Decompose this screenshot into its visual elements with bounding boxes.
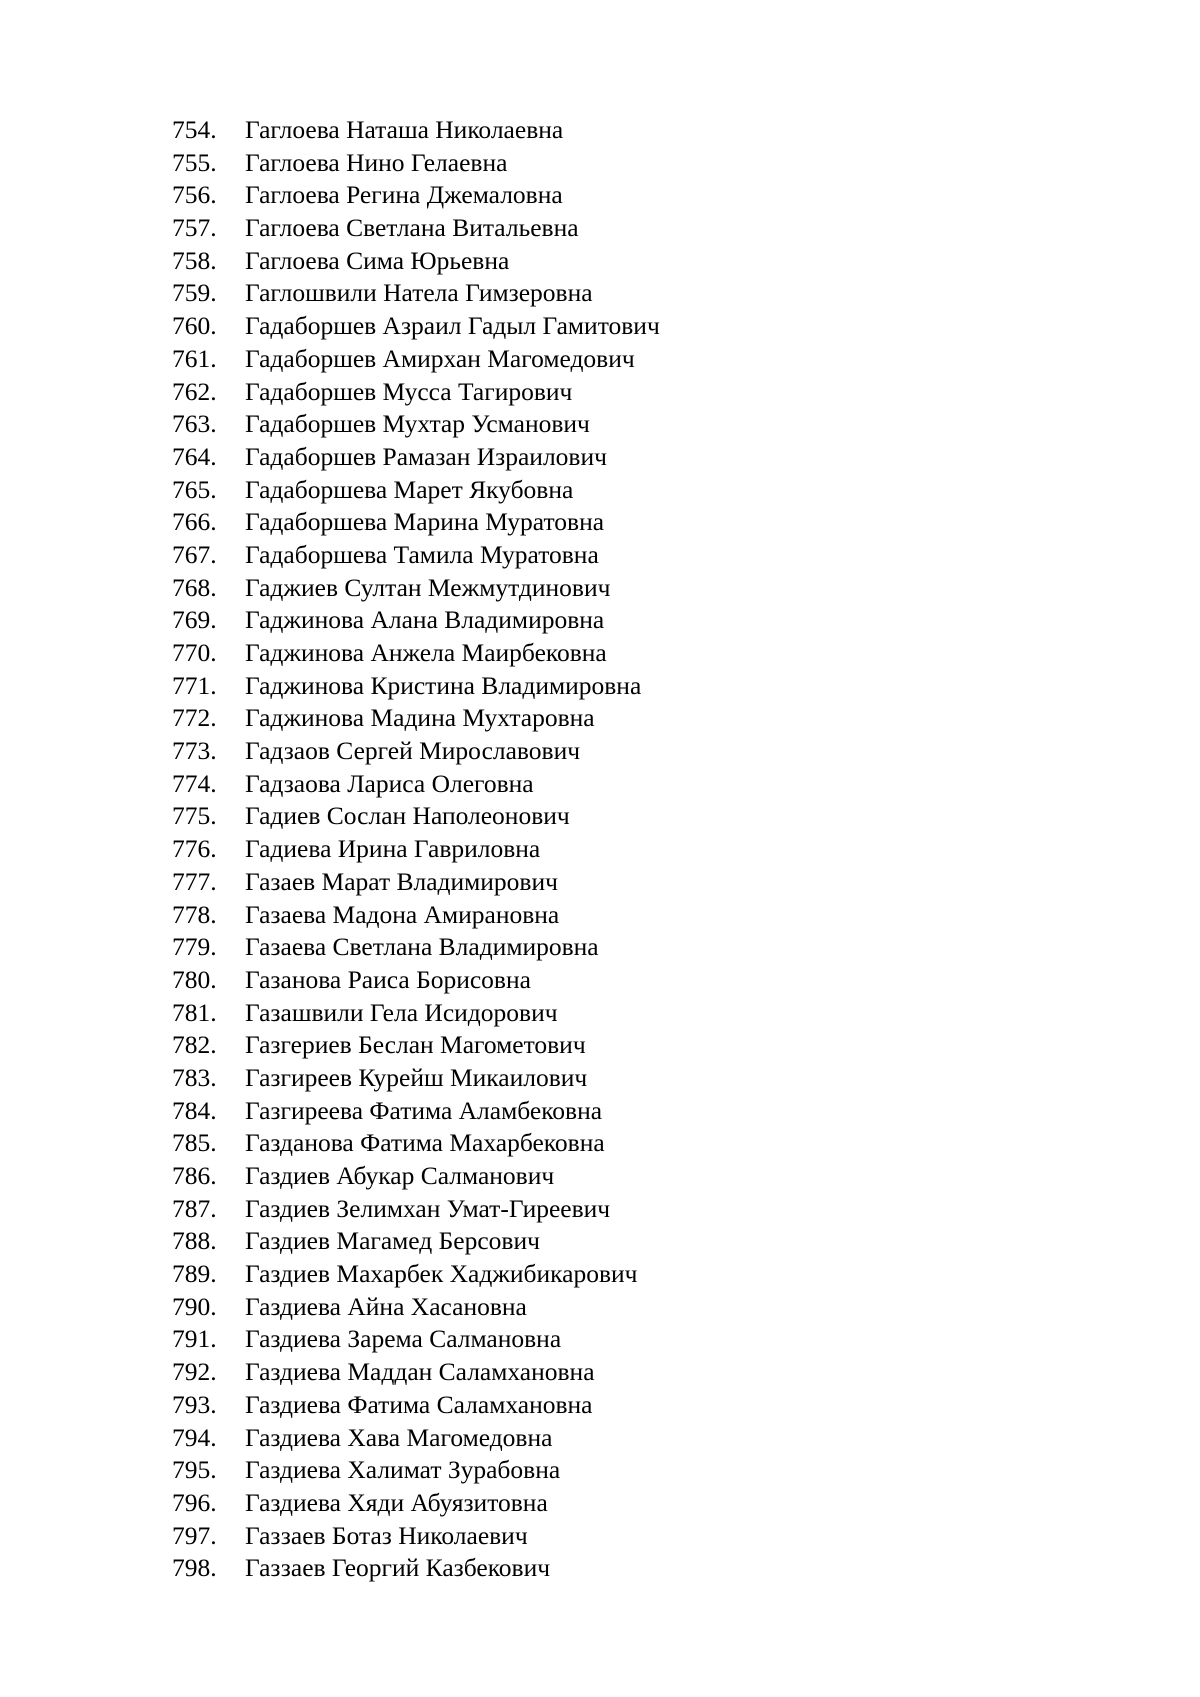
item-number: 757. <box>172 213 217 243</box>
item-number: 791. <box>172 1324 217 1354</box>
item-number: 787. <box>172 1193 217 1223</box>
item-name: Газдиева Халимат Зурабовна <box>245 1455 561 1485</box>
item-name: Газашвили Гела Исидорович <box>245 997 558 1027</box>
item-name: Гаглоева Наташа Николаевна <box>245 115 564 144</box>
list-item <box>172 670 660 703</box>
item-number: 758. <box>172 245 217 275</box>
item-name: Гаглоева Регина Джемаловна <box>245 180 563 210</box>
item-name: Газдиева Фатима Саламхановна <box>245 1389 593 1419</box>
item-name: Гаглоева Светлана Витальевна <box>245 213 579 243</box>
item-name: Гаглоева Нино Гелаевна <box>245 147 508 177</box>
list-item <box>172 1225 660 1258</box>
list-item <box>172 1193 660 1226</box>
item-number: 793. <box>172 1389 217 1419</box>
item-name: Гаджинова Мадина Мухтаровна <box>245 703 595 733</box>
item-number: 756. <box>172 180 217 210</box>
list-item <box>172 1095 660 1128</box>
item-number: 774. <box>172 768 217 798</box>
list-item <box>172 833 660 866</box>
item-name: Газаев Марат Владимирович <box>245 866 558 896</box>
item-name: Газдиева Зарема Салмановна <box>245 1324 562 1354</box>
item-name: Гаджинова Алана Владимировна <box>245 605 605 635</box>
list-item <box>172 800 660 833</box>
item-number: 767. <box>172 539 217 569</box>
list-item <box>172 179 660 212</box>
item-number: 790. <box>172 1291 217 1321</box>
item-name: Гадаборшев Рамазан Израилович <box>245 441 607 471</box>
item-name: Газданова Фатима Махарбековна <box>245 1128 605 1158</box>
item-number: 779. <box>172 932 217 962</box>
item-number: 784. <box>172 1095 217 1125</box>
item-number: 762. <box>172 376 217 406</box>
list-item <box>172 245 660 278</box>
list-item <box>172 931 660 964</box>
list-item <box>172 899 660 932</box>
list-item <box>172 310 660 343</box>
list-item <box>172 1062 660 1095</box>
item-number: 788. <box>172 1226 217 1256</box>
item-name: Гадиева Ирина Гавриловна <box>245 834 541 864</box>
list-item <box>172 1127 660 1160</box>
item-number: 760. <box>172 311 217 341</box>
item-name: Гадаборшева Марина Муратовна <box>245 507 605 537</box>
list-item <box>172 604 660 637</box>
item-name: Гадзаов Сергей Мирославович <box>245 736 581 766</box>
item-number: 768. <box>172 572 217 602</box>
list-item <box>172 1160 660 1193</box>
item-name: Гаджиев Султан Межмутдинович <box>245 572 611 602</box>
list-item <box>172 1258 660 1291</box>
item-number: 770. <box>172 638 217 667</box>
list-item <box>172 702 660 735</box>
list-item <box>172 441 660 474</box>
item-name: Газдиев Абукар Салманович <box>245 1161 555 1190</box>
list-item <box>172 1323 660 1356</box>
item-name: Гадиев Сослан Наполеонович <box>245 801 570 831</box>
item-name: Гадзаова Лариса Олеговна <box>245 768 534 798</box>
item-name: Газзаев Георгий Казбекович <box>245 1553 551 1583</box>
item-name: Газдиев Махарбек Хаджибикарович <box>245 1259 638 1289</box>
list-item <box>172 539 660 572</box>
item-number: 755. <box>172 147 217 177</box>
item-name: Газдиева Хава Магомедовна <box>245 1422 553 1452</box>
item-name: Газдиева Хяди Абуязитовна <box>245 1487 548 1517</box>
item-name: Газгериев Беслан Магометович <box>245 1030 586 1060</box>
list-item <box>172 1356 660 1389</box>
item-name: Газаева Светлана Владимировна <box>245 932 599 962</box>
item-number: 771. <box>172 670 217 700</box>
list-item <box>172 147 660 180</box>
item-number: 759. <box>172 278 217 308</box>
item-number: 766. <box>172 507 217 537</box>
list-item <box>172 1454 660 1487</box>
list-item <box>172 474 660 507</box>
item-number: 783. <box>172 1062 217 1092</box>
list-item <box>172 1552 660 1585</box>
item-number: 795. <box>172 1455 217 1485</box>
name-list <box>172 114 660 1585</box>
list-item <box>172 506 660 539</box>
item-number: 773. <box>172 736 217 766</box>
item-number: 754. <box>172 115 217 144</box>
list-item <box>172 572 660 605</box>
item-name: Газгиреева Фатима Аламбековна <box>245 1095 603 1125</box>
list-item <box>172 1291 660 1324</box>
item-number: 776. <box>172 834 217 864</box>
item-number: 786. <box>172 1161 217 1190</box>
item-name: Газзаев Ботаз Николаевич <box>245 1520 528 1550</box>
item-name: Гадаборшев Азраил Гадыл Гамитович <box>245 311 660 341</box>
list-item <box>172 277 660 310</box>
item-number: 765. <box>172 474 217 504</box>
list-item <box>172 1029 660 1062</box>
list-item <box>172 376 660 409</box>
item-name: Гадаборшев Мухтар Усманович <box>245 409 590 439</box>
list-item <box>172 212 660 245</box>
list-item <box>172 114 660 147</box>
item-number: 794. <box>172 1422 217 1452</box>
item-name: Гадаборшева Марет Якубовна <box>245 474 574 504</box>
item-number: 798. <box>172 1553 217 1583</box>
list-item <box>172 1389 660 1422</box>
item-name: Газдиев Магамед Берсович <box>245 1226 540 1256</box>
list-item <box>172 997 660 1030</box>
item-name: Гадаборшев Мусса Тагирович <box>245 376 573 406</box>
item-name: Гаглоева Сима Юрьевна <box>245 245 510 275</box>
item-number: 775. <box>172 801 217 831</box>
item-number: 780. <box>172 964 217 994</box>
item-name: Гаглошвили Натела Гимзеровна <box>245 278 593 308</box>
list-item <box>172 735 660 768</box>
item-number: 796. <box>172 1487 217 1517</box>
item-number: 778. <box>172 899 217 929</box>
item-number: 782. <box>172 1030 217 1060</box>
item-name: Газдиев Зелимхан Умат-Гиреевич <box>245 1193 611 1223</box>
item-number: 777. <box>172 866 217 896</box>
item-name: Газаева Мадона Амирановна <box>245 899 560 929</box>
item-number: 797. <box>172 1520 217 1550</box>
item-name: Газгиреев Курейш Микаилович <box>245 1062 588 1092</box>
list-item <box>172 1520 660 1553</box>
list-item <box>172 768 660 801</box>
item-name: Газдиева Айна Хасановна <box>245 1291 527 1321</box>
item-number: 761. <box>172 343 217 373</box>
item-number: 763. <box>172 409 217 439</box>
list-item <box>172 1422 660 1455</box>
item-number: 792. <box>172 1357 217 1387</box>
list-item <box>172 1487 660 1520</box>
list-item <box>172 866 660 899</box>
item-name: Газдиева Маддан Саламхановна <box>245 1357 595 1387</box>
item-number: 769. <box>172 605 217 635</box>
list-item <box>172 964 660 997</box>
item-number: 789. <box>172 1259 217 1289</box>
item-number: 772. <box>172 703 217 733</box>
list-item <box>172 637 660 670</box>
item-number: 785. <box>172 1128 217 1158</box>
item-number: 764. <box>172 441 217 471</box>
item-name: Гаджинова Анжела Маирбековна <box>245 638 607 667</box>
item-number: 781. <box>172 997 217 1027</box>
item-name: Гаджинова Кристина Владимировна <box>245 670 642 700</box>
list-item <box>172 408 660 441</box>
item-name: Газанова Раиса Борисовна <box>245 964 531 994</box>
list-item <box>172 343 660 376</box>
item-name: Гадаборшева Тамила Муратовна <box>245 539 599 569</box>
item-name: Гадаборшев Амирхан Магомедович <box>245 343 635 373</box>
